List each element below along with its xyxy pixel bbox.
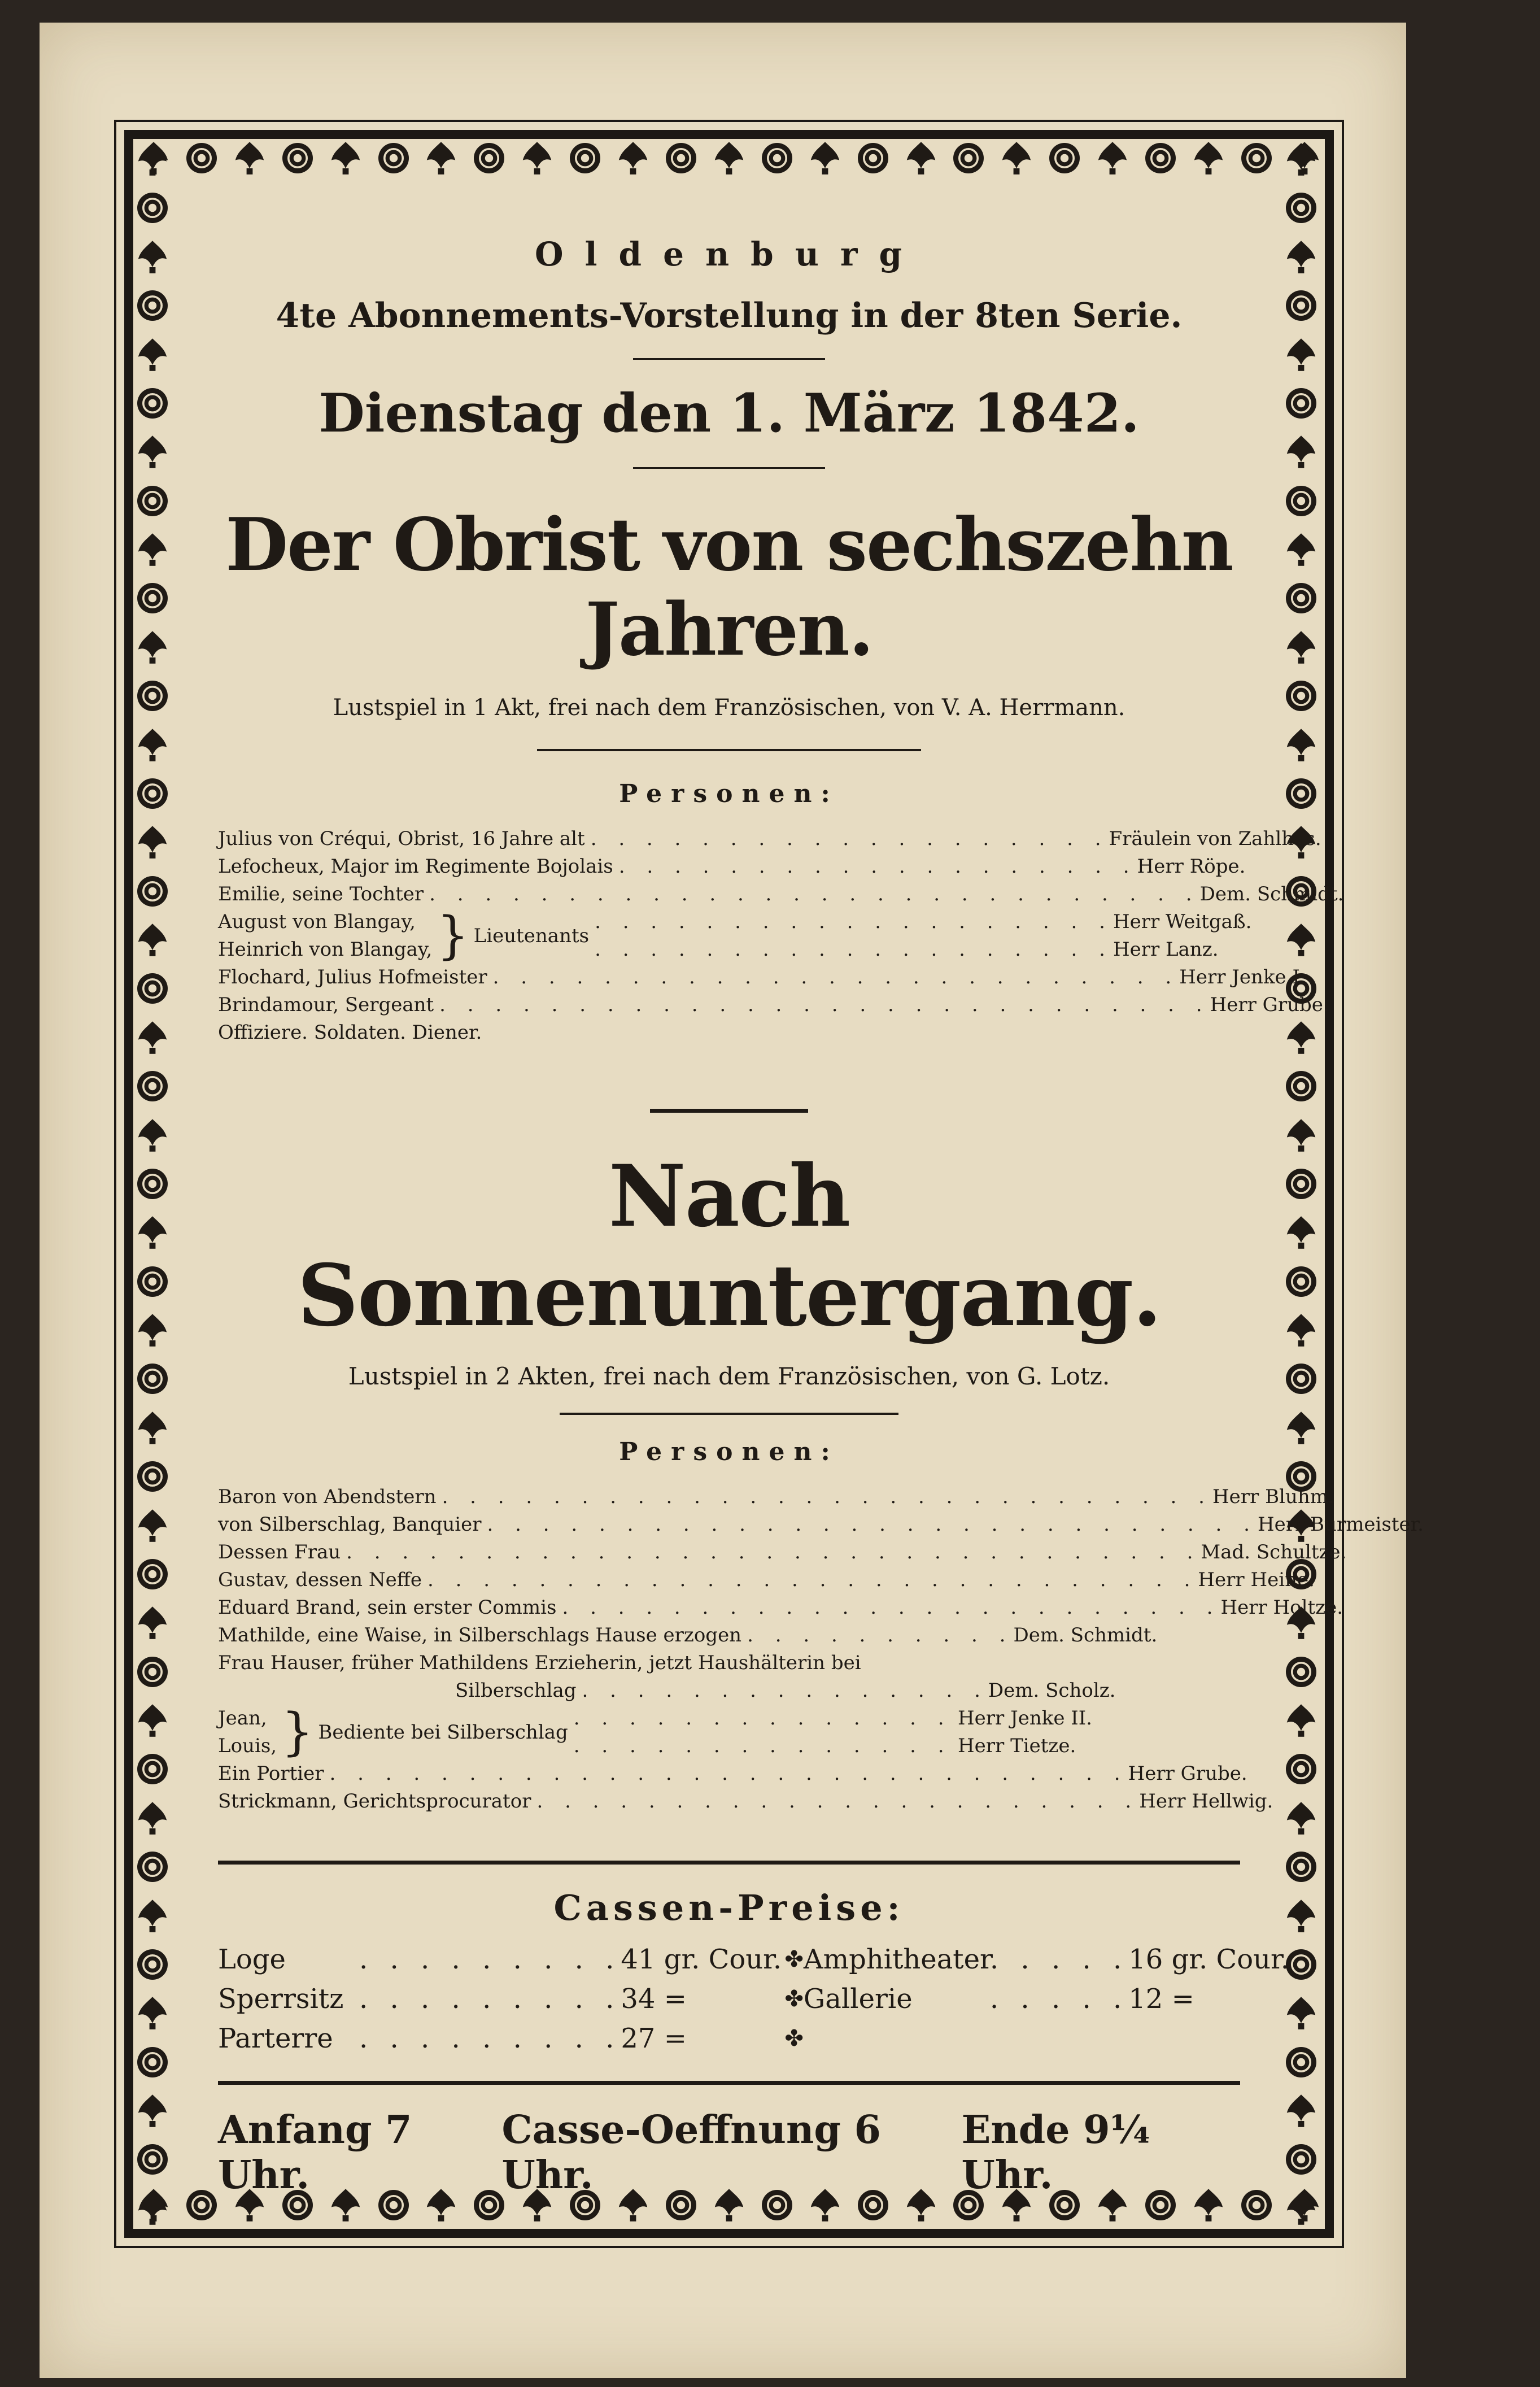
rosette-ornament-icon xyxy=(469,138,509,178)
palmette-ornament-icon xyxy=(132,432,173,472)
price-row xyxy=(218,1940,784,1979)
performance-date: Dienstag den 1. März 1842. xyxy=(319,382,1140,445)
actor: Herr Jenke II. xyxy=(958,1707,1092,1730)
role: Baron von Abendstern xyxy=(218,1486,437,1508)
leader-dots: . . . . . . . . . . . . . . . . . . . xyxy=(590,827,1109,850)
rosette-ornament-icon xyxy=(1281,383,1321,424)
palmette-ornament-icon xyxy=(613,138,653,178)
actor: Herr Burmeister. xyxy=(1257,1513,1424,1536)
rosette-ornament-icon xyxy=(1281,676,1321,716)
cast-row xyxy=(218,825,1321,853)
rosette-ornament-icon xyxy=(1281,1358,1321,1399)
price-value: 16 gr. Cour. xyxy=(1128,1944,1289,1975)
cast-row xyxy=(218,1649,1240,1677)
role: Strickmann, Gerichtsprocurator xyxy=(218,1790,531,1813)
actor: Herr Röpe. xyxy=(1137,855,1246,878)
divider xyxy=(633,467,825,469)
palmette-ornament-icon xyxy=(132,2188,173,2229)
palmette-ornament-icon xyxy=(421,138,461,178)
rosette-ornament-icon xyxy=(565,138,605,178)
price-label: Parterre xyxy=(218,2023,333,2054)
rosette-ornament-icon xyxy=(132,383,173,424)
doors-time: Casse-Oeffnung 6 Uhr. xyxy=(501,2107,881,2198)
price-value: 12 = xyxy=(1128,1983,1194,2015)
actor: Dem. Scholz. xyxy=(988,1679,1116,1702)
rosette-ornament-icon xyxy=(1281,1164,1321,1204)
leader-dots: . . . . . . . . . . xyxy=(747,1624,1014,1646)
rosette-ornament-icon xyxy=(132,1164,173,1204)
play1-subtitle: Lustspiel in 1 Akt, frei nach dem Französischen, von V. A. Herrmann. xyxy=(333,695,1125,721)
rosette-ornament-icon xyxy=(1281,1846,1321,1887)
palmette-ornament-icon xyxy=(1188,138,1229,178)
palmette-ornament-icon xyxy=(132,334,173,375)
palmette-ornament-icon xyxy=(132,1700,173,1741)
divider xyxy=(633,358,825,360)
leader-dots: . . . . . . . . . . . . . . xyxy=(573,1707,952,1730)
actor: Herr Hellwig. xyxy=(1139,1790,1273,1813)
group-actors xyxy=(958,1705,1240,1760)
role: Mathilde, eine Waise, in Silberschlags Hause erzogen xyxy=(218,1624,742,1646)
leader-dots: . . . . . . . . . . . . . . . . . . . . . . . . . . . . xyxy=(487,1513,1258,1536)
rosette-ornament-icon xyxy=(757,138,797,178)
rosette-ornament-icon xyxy=(1140,138,1181,178)
palmette-ornament-icon xyxy=(1281,529,1321,570)
role: Flochard, Julius Hofmeister xyxy=(218,966,487,988)
rosette-ornament-icon xyxy=(132,1456,173,1497)
palmette-ornament-icon xyxy=(1281,1017,1321,1058)
rosette-ornament-icon xyxy=(132,2139,173,2180)
cast-row xyxy=(218,991,1329,1019)
rosette-ornament-icon xyxy=(1281,578,1321,618)
palmette-ornament-icon xyxy=(709,138,749,178)
rosette-ornament-icon xyxy=(1281,481,1321,521)
cast-row xyxy=(218,881,1344,908)
group-dots xyxy=(568,1705,958,1760)
leader-dots: . . . . . . . . . . . . . . xyxy=(573,1735,952,1757)
palmette-ornament-icon xyxy=(517,138,557,178)
actor: Herr Lanz. xyxy=(1113,938,1219,961)
divider xyxy=(560,1413,898,1415)
cast-row xyxy=(218,853,1246,881)
actor: Mad. Schultze. xyxy=(1201,1541,1347,1563)
rosette-ornament-icon xyxy=(1281,1652,1321,1692)
role: Heinrich von Blangay, xyxy=(218,938,433,961)
cast-row xyxy=(218,1677,1240,1705)
palmette-ornament-icon xyxy=(805,138,845,178)
palmette-ornament-icon xyxy=(901,138,941,178)
palmette-ornament-icon xyxy=(1281,1408,1321,1448)
price-row xyxy=(804,1979,1292,2019)
rosette-ornament-icon xyxy=(1281,773,1321,814)
leader-dots: . . . . . . . . . . . . . . . . . . . . . . . . xyxy=(562,1596,1221,1619)
leader-dots: . . . . . . . . . . . . . . . . . . . . . . . . . xyxy=(492,966,1180,988)
rosette-ornament-icon xyxy=(1281,285,1321,326)
actor: Herr Tietze. xyxy=(958,1735,1076,1757)
play1-cast-heading: Personen: xyxy=(619,779,839,808)
prices-table xyxy=(218,1940,1289,2058)
cast-row xyxy=(218,1511,1424,1539)
palmette-ornament-icon xyxy=(132,1602,173,1643)
rosette-ornament-icon xyxy=(181,2185,222,2225)
rosette-ornament-icon xyxy=(132,1652,173,1692)
role: Dessen Frau xyxy=(218,1541,341,1563)
rosette-ornament-icon xyxy=(132,481,173,521)
cast-row xyxy=(218,1760,1247,1788)
palmette-ornament-icon xyxy=(132,920,173,960)
role: Lefocheux, Major im Regimente Bojolais xyxy=(218,855,613,878)
play2-title: Nach Sonnenuntergang. xyxy=(297,1147,1161,1345)
prices-heading: Cassen-Preise: xyxy=(553,1887,905,1928)
actor: Herr Heine. xyxy=(1198,1569,1315,1591)
play1-title: Der Obrist von sechszehn Jahren. xyxy=(225,503,1233,672)
cast-row xyxy=(218,1566,1315,1594)
rosette-ornament-icon xyxy=(853,138,893,178)
play2-subtitle: Lustspiel in 2 Akten, frei nach dem Französischen, von G. Lotz. xyxy=(348,1362,1110,1390)
palmette-ornament-icon xyxy=(132,1993,173,2033)
price-value: 34 = xyxy=(621,1983,687,2015)
palmette-ornament-icon xyxy=(1281,2090,1321,2131)
lieutenants-group xyxy=(218,906,1252,965)
palmette-ornament-icon xyxy=(132,1017,173,1058)
cast-row xyxy=(218,1483,1334,1511)
rosette-ornament-icon xyxy=(132,1944,173,1985)
palmette-ornament-icon xyxy=(132,139,173,180)
rosette-ornament-icon xyxy=(181,138,222,178)
leader-dots: . . . . . . . . . . . . . . . . . . . . . . . . . . . . . . . xyxy=(346,1541,1201,1563)
cast-row xyxy=(218,1594,1343,1622)
price-value: 41 gr. Cour. xyxy=(621,1944,782,1975)
rosette-ornament-icon xyxy=(132,871,173,912)
role: Emilie, seine Tochter xyxy=(218,883,424,905)
rosette-ornament-icon xyxy=(373,138,414,178)
rosette-ornament-icon xyxy=(132,1749,173,1789)
palmette-ornament-icon xyxy=(1092,138,1133,178)
rosette-ornament-icon xyxy=(132,1358,173,1399)
rosette-ornament-icon xyxy=(132,968,173,1009)
start-time: Anfang 7 Uhr. xyxy=(218,2107,412,2198)
price-label: Sperrsitz xyxy=(218,1983,344,2015)
palmette-ornament-icon xyxy=(1281,1212,1321,1253)
palmette-ornament-icon xyxy=(325,138,366,178)
leader-dots: . . . . . xyxy=(989,1983,1129,2015)
rosette-ornament-icon xyxy=(661,138,701,178)
actor: Dem. Schmidt. xyxy=(1199,883,1344,905)
leader-dots: . . . . . xyxy=(989,1944,1129,1975)
end-time: Ende 9¼ Uhr. xyxy=(961,2107,1150,2198)
price-label: Gallerie xyxy=(803,1983,913,2015)
rosette-ornament-icon xyxy=(132,578,173,618)
divider xyxy=(537,749,921,751)
ornamental-border xyxy=(124,130,1424,2238)
role: Louis, xyxy=(218,1735,277,1757)
price-label: Loge xyxy=(218,1944,286,1975)
palmette-ornament-icon xyxy=(132,627,173,668)
palmette-ornament-icon xyxy=(132,529,173,570)
group-label: Bediente bei Silberschlag xyxy=(318,1720,568,1744)
cast-row xyxy=(218,1539,1347,1566)
rosette-ornament-icon xyxy=(1236,2185,1277,2225)
palmette-ornament-icon xyxy=(1281,334,1321,375)
role: von Silberschlag, Banquier xyxy=(218,1513,482,1536)
group-actors xyxy=(1113,908,1395,964)
price-row xyxy=(218,1979,784,2019)
role: August von Blangay, xyxy=(218,911,416,933)
leader-dots: . . . . . . . . . . . . . . . . . . . . . . . . . . . . xyxy=(442,1486,1212,1508)
times-footer xyxy=(218,2107,1240,2198)
cast-row xyxy=(218,964,1306,991)
price-value: 27 = xyxy=(621,2023,687,2054)
price-label: Amphitheater xyxy=(803,1944,993,1975)
palmette-ornament-icon xyxy=(1281,432,1321,472)
palmette-ornament-icon xyxy=(1281,1700,1321,1741)
rosette-ornament-icon xyxy=(132,1066,173,1107)
palmette-ornament-icon xyxy=(996,138,1037,178)
playbill-sheet xyxy=(40,23,1424,2378)
rosette-ornament-icon xyxy=(132,1554,173,1595)
palmette-ornament-icon xyxy=(132,2090,173,2131)
cast-row xyxy=(218,1019,1240,1047)
rosette-ornament-icon xyxy=(132,676,173,716)
palmette-ornament-icon xyxy=(229,138,270,178)
palmette-ornament-icon xyxy=(132,1505,173,1546)
palmette-ornament-icon xyxy=(1281,1310,1321,1351)
play1-cast-list xyxy=(218,825,1344,1047)
prices-right xyxy=(804,1940,1292,2058)
palmette-ornament-icon xyxy=(132,1310,173,1351)
role: Eduard Brand, sein erster Commis xyxy=(218,1596,557,1619)
palmette-ornament-icon xyxy=(132,1798,173,1839)
cast-row xyxy=(218,1788,1273,1815)
leader-dots: . . . . . . . . . xyxy=(359,2023,621,2054)
prices-left xyxy=(218,1940,784,2058)
group-roles xyxy=(218,1705,277,1760)
extras: Offiziere. Soldaten. Diener. xyxy=(218,1021,482,1044)
role: Julius von Créqui, Obrist, 16 Jahre alt xyxy=(218,827,585,850)
group-dots xyxy=(589,908,1113,964)
role: Brindamour, Sergeant xyxy=(218,994,434,1016)
role-line: Frau Hauser, früher Mathildens Erzieherin, jetzt Haushälterin bei xyxy=(218,1652,861,1674)
divider xyxy=(218,1861,1240,1865)
city-heading: Oldenburg xyxy=(534,235,924,273)
group-label: Lieutenants xyxy=(473,924,590,947)
rosette-ornament-icon xyxy=(1236,138,1277,178)
role: Jean, xyxy=(218,1707,267,1730)
actor: Herr Jenke I. xyxy=(1179,966,1306,988)
actor: Herr Grube. xyxy=(1210,994,1329,1016)
leader-dots: . . . . . . . . . . . . . . . . . . . . . . . . . . . . xyxy=(427,1569,1198,1591)
palmette-ornament-icon xyxy=(1281,139,1321,180)
leader-dots: . . . . . . . . . xyxy=(359,1983,621,2015)
palmette-ornament-icon xyxy=(1281,725,1321,765)
divider xyxy=(218,2081,1240,2085)
rosette-ornament-icon xyxy=(132,2042,173,2083)
group-roles xyxy=(218,908,432,964)
divider xyxy=(650,1109,808,1113)
leader-dots: . . . . . . . . . xyxy=(359,1944,621,1975)
playbill-content xyxy=(218,224,1424,2198)
ornamental-divider: ✤ ✤ ✤ xyxy=(784,1946,804,2051)
rosette-ornament-icon xyxy=(132,285,173,326)
palmette-ornament-icon xyxy=(1281,1896,1321,1936)
border-right-ornaments xyxy=(1281,139,1326,2229)
palmette-ornament-icon xyxy=(132,1408,173,1448)
rosette-ornament-icon xyxy=(132,773,173,814)
subscription-line: 4te Abonnements-Vorstellung in der 8ten Serie. xyxy=(276,296,1183,336)
price-row xyxy=(218,2019,784,2058)
leader-dots: . . . . . . . . . . . . . . . . . . . . . . . . . . . . xyxy=(429,883,1200,905)
palmette-ornament-icon xyxy=(132,1896,173,1936)
brace: } xyxy=(437,906,469,965)
actor: Herr Bluhm. xyxy=(1212,1486,1334,1508)
leader-dots: . . . . . . . . . . . . . . . . . . . . . . . . . . . . . xyxy=(329,1762,1128,1785)
brace: } xyxy=(281,1702,314,1762)
leader-dots: . . . . . . . . . . . . . . . xyxy=(582,1679,988,1702)
role: Gustav, dessen Neffe xyxy=(218,1569,422,1591)
palmette-ornament-icon xyxy=(1281,2188,1321,2229)
actor: Fräulein von Zahlhas. xyxy=(1109,827,1321,850)
rosette-ornament-icon xyxy=(132,1261,173,1302)
rosette-ornament-icon xyxy=(1281,2139,1321,2180)
palmette-ornament-icon xyxy=(1281,1115,1321,1156)
leader-dots: . . . . . . . . . . . . . . . . . . . . . . xyxy=(536,1790,1140,1813)
leader-dots: . . . . . . . . . . . . . . . . . . . . . . . . . . . . xyxy=(439,994,1210,1016)
actor: Herr Holtze. xyxy=(1220,1596,1343,1619)
palmette-ornament-icon xyxy=(132,1115,173,1156)
role: Ein Portier xyxy=(218,1762,324,1785)
border-top-ornaments xyxy=(133,138,1325,183)
actor: Dem. Schmidt. xyxy=(1013,1624,1158,1646)
play2-cast-heading: Personen: xyxy=(619,1438,839,1466)
role: Silberschlag xyxy=(455,1679,577,1702)
palmette-ornament-icon xyxy=(132,1212,173,1253)
actor: Herr Weitgaß. xyxy=(1113,911,1252,933)
palmette-ornament-icon xyxy=(1281,627,1321,668)
palmette-ornament-icon xyxy=(132,725,173,765)
rosette-ornament-icon xyxy=(1281,1261,1321,1302)
palmette-ornament-icon xyxy=(132,822,173,863)
rosette-ornament-icon xyxy=(132,188,173,228)
actor: Herr Grube. xyxy=(1128,1762,1247,1785)
servants-group xyxy=(218,1702,1240,1762)
palmette-ornament-icon xyxy=(132,237,173,277)
rosette-ornament-icon xyxy=(1044,138,1085,178)
border-left-ornaments xyxy=(132,139,177,2229)
leader-dots: . . . . . . . . . . . . . . . . . . . xyxy=(595,938,1113,961)
price-row xyxy=(804,1940,1292,1979)
rosette-ornament-icon xyxy=(1281,188,1321,228)
rosette-ornament-icon xyxy=(132,1846,173,1887)
rosette-ornament-icon xyxy=(277,138,318,178)
rosette-ornament-icon xyxy=(1281,1066,1321,1107)
palmette-ornament-icon xyxy=(1281,237,1321,277)
leader-dots: . . . . . . . . . . . . . . . . . . . xyxy=(618,855,1137,878)
leader-dots: . . . . . . . . . . . . . . . . . . . xyxy=(595,911,1113,933)
cast-row xyxy=(218,1622,1240,1649)
play2-cast-list xyxy=(218,1483,1424,1815)
rosette-ornament-icon xyxy=(948,138,989,178)
